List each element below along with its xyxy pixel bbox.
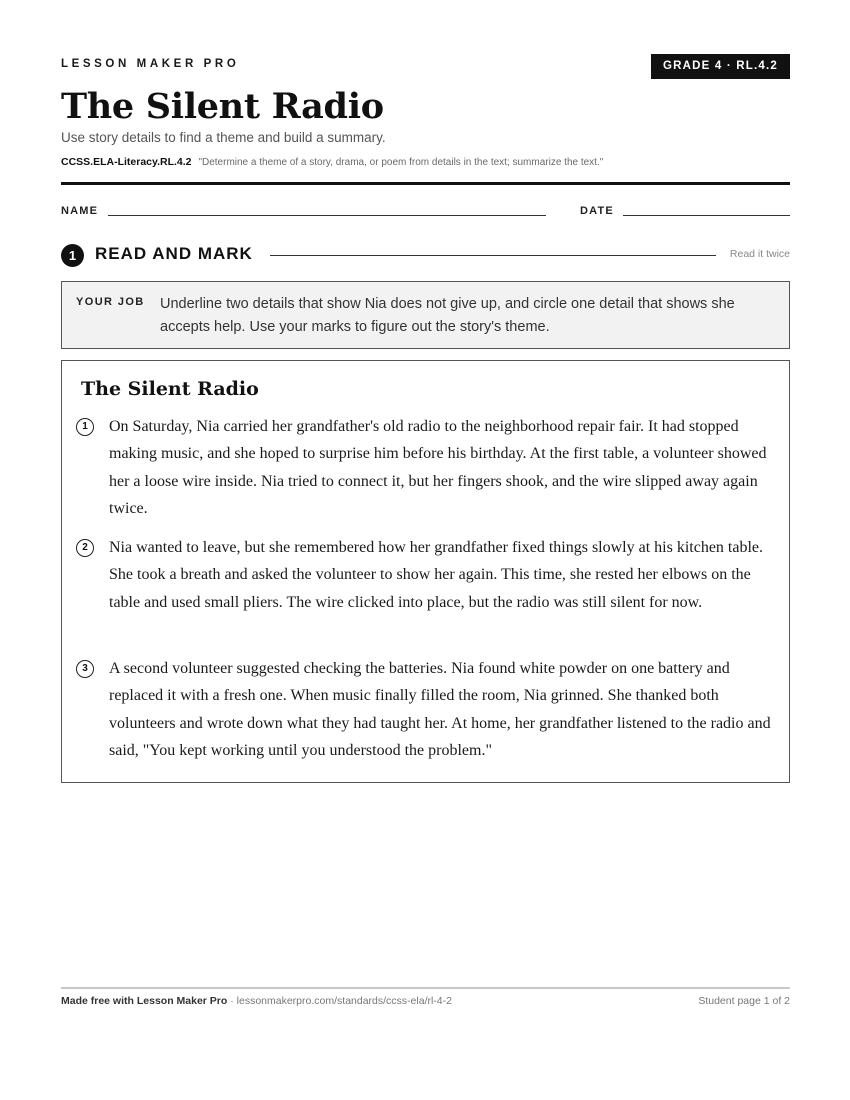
story-title: The Silent Radio [81,378,259,400]
paragraph-number: 1 [76,418,94,436]
instruction-label: YOUR JOB [76,296,145,308]
date-label: DATE [580,205,614,217]
footer-credit [61,995,452,1007]
name-label: NAME [61,205,99,217]
name-date-row [61,204,790,220]
brand-name: LESSON MAKER PRO [61,58,240,70]
section-header [61,242,790,268]
paragraph-number: 3 [76,660,94,678]
name-field[interactable] [108,215,546,216]
paragraph-number: 2 [76,539,94,557]
footer-url[interactable]: lessonmakerpro.com/standards/ccss-ela/rl-4-2 [236,995,452,1007]
footer-made-with: Made free with Lesson Maker Pro [61,995,228,1007]
date-field[interactable] [623,215,790,216]
grade-badge: GRADE 4 · RL.4.2 [651,54,790,79]
section-note: Read it twice [729,248,790,260]
section-number: 1 [61,244,84,267]
page-number: Student page 1 of 2 [698,995,790,1007]
standard-code: CCSS.ELA-Literacy.RL.4.2 [61,156,192,168]
page-subtitle: Use story details to find a theme and build a summary. [61,130,386,145]
header-divider [61,182,790,185]
paragraph-text: On Saturday, Nia carried her grandfather's old radio to the neighborhood repair fair. It had stopped making music, and she hoped to surprise him before his birthday. At the first table, a volunteer showed her a loose wire inside. Nia tried to connect it, but her fingers shook, and the wire slipped away again twice. [109,418,767,517]
instruction-text: Underline two details that show Nia does not give up, and circle one detail that shows she accepts help. Use your marks to figure out the story's theme. [160,296,735,335]
worksheet-page [61,0,790,1100]
standard-quote: "Determine a theme of a story, drama, or poem from details in the text; summarize the text." [198,157,604,168]
section-title: READ AND MARK [95,244,253,263]
footer-separator: · [227,995,237,1007]
paragraph-text: Nia wanted to leave, but she remembered how her grandfather fixed things slowly at his kitchen table. She took a breath and asked the volunteer to show her again. This time, she rested her elbows on the table and used small pliers. The wire clicked into place, but the radio was still silent for now. [109,539,764,611]
story-box [61,360,790,783]
page-title: The Silent Radio [61,86,384,127]
footer-divider [61,987,790,989]
standard-line [61,156,603,168]
section-divider [270,255,716,256]
instruction-box [61,281,790,349]
paragraph-text: A second volunteer suggested checking the batteries. Nia found white powder on one battery and replaced it with a fresh one. When music finally filled the room, Nia grinned. She thanked both volunteers and wrote down what they had taught her. At home, her grandfather listened to the radio and said, "You kept working until you understood the problem." [109,660,771,759]
